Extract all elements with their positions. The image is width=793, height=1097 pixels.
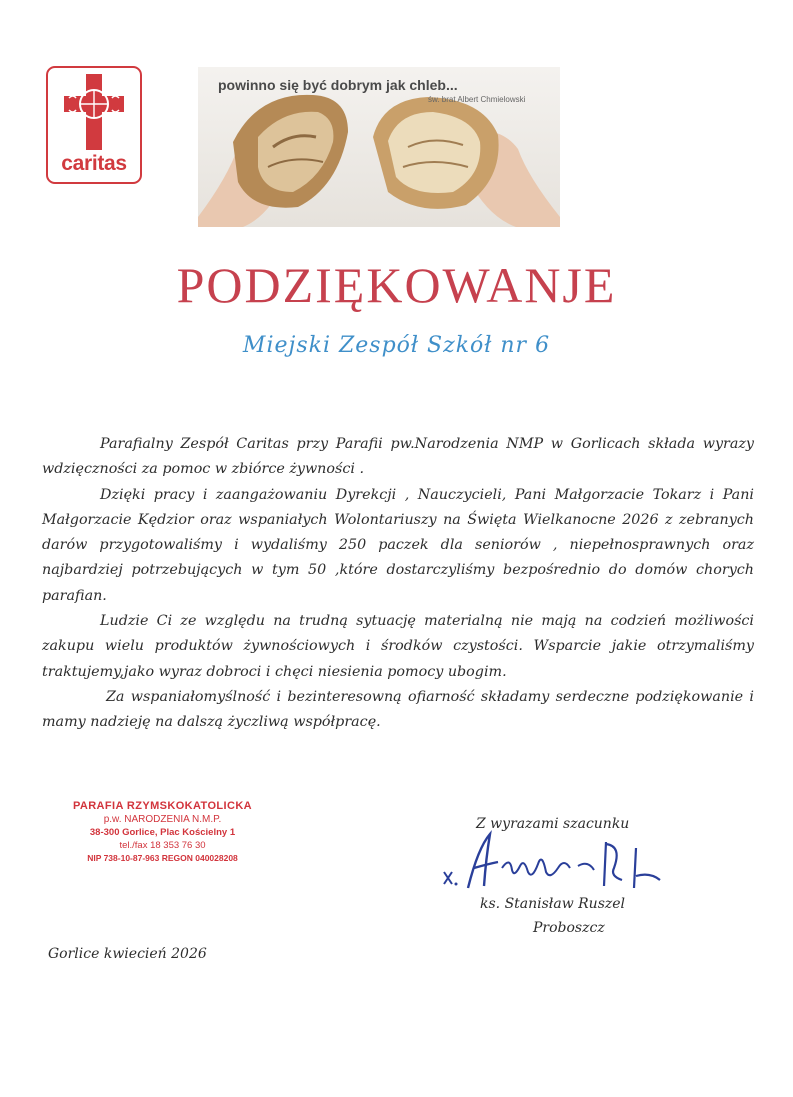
closing-greeting: Z wyrazami szacunku — [476, 816, 630, 832]
place-date: Gorlice kwiecień 2026 — [48, 946, 207, 962]
paragraph-2: Dzięki pracy i zaangażowaniu Dyrekcji , Nauczycieli, Pani Małgorzacie Tokarz i Pani Małgorzacie Kędzior oraz wspaniałych Wolontariuszy na Święta Wielkanocne 2026 z zebranych darów przygotowaliśmy i wydaliśmy 250 paczek dla seniorów , niepełnosprawnych oraz najbardziej potrzebujących w tym 50 ,które dostarczyliśmy bezpośrednio do domów chorych parafian. — [42, 486, 754, 604]
caritas-logo — [46, 66, 142, 184]
document-title: PODZIĘKOWANJE — [176, 257, 617, 313]
caritas-cross-icon — [64, 74, 124, 150]
banner-quote: powinno się być dobrym jak chleb... — [218, 77, 458, 93]
stamp-line-2: p.w. NARODZENIA N.M.P. — [103, 814, 222, 825]
paragraph-3: Ludzie Ci ze względu na trudną sytuację materialną nie mają na codzień możliwości zakupu wielu produktów żywnościowych i środków czystości. Wsparcie jakie otrzymaliśmy traktujemy,jako wyraz dobroci i chęci niesienia pomocy ubogim. — [42, 613, 754, 680]
banner-author: św. brat Albert Chmielowski — [428, 95, 526, 104]
signer-role: Proboszcz — [533, 920, 605, 936]
stamp-line-3: 38-300 Gorlice, Plac Kościelny 1 — [89, 827, 236, 838]
bread-banner — [198, 67, 560, 227]
signer-name: ks. Stanisław Ruszel — [480, 896, 626, 912]
stamp-line-5: NIP 738-10-87-963 REGON 040028208 — [87, 853, 238, 863]
stamp-line-4: tel./fax 18 353 76 30 — [119, 840, 206, 851]
stamp-line-1: PARAFIA RZYMSKOKATOLICKA — [72, 800, 253, 812]
letter-body — [42, 432, 754, 736]
parish-stamp — [70, 800, 255, 865]
handwritten-signature — [438, 828, 668, 898]
caritas-logo-text: caritas — [61, 152, 127, 175]
paragraph-4: Za wspaniałomyślność i bezinteresowną ofiarność składamy serdeczne podziękowanie i mamy nadzieję na dalszą życzliwą współpracę. — [42, 688, 754, 731]
document-subtitle: Miejski Zespół Szkół nr 6 — [242, 333, 551, 358]
paragraph-1: Parafialny Zespół Caritas przy Parafii pw.Narodzenia NMP w Gorlicach składa wyrazy wdzięczności za pomoc w zbiórce żywności . — [42, 436, 754, 478]
